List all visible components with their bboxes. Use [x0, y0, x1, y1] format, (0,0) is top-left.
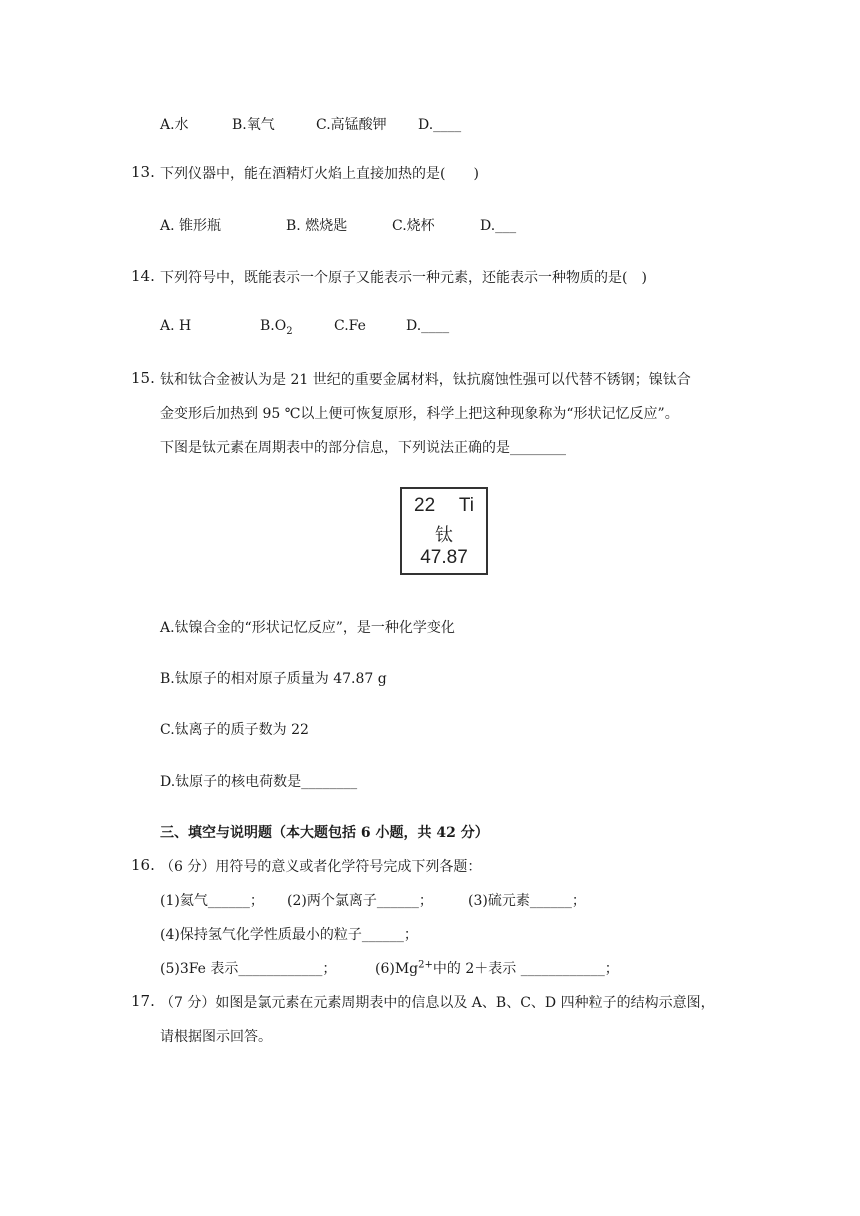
q14-option-b-text: B.O	[260, 318, 287, 334]
q17-line-2: 请根据图示回答。	[160, 1029, 272, 1045]
section-3-title: 三、填空与说明题（本大题包括 6 小题，共 42 分）	[160, 825, 489, 841]
q14-option-d: D.____	[406, 318, 450, 334]
q14-option-a: A. H	[160, 318, 192, 334]
q12-options	[160, 114, 461, 134]
q16-part-1: (1)氦气______；	[160, 893, 264, 909]
q16-part-6-label: (6)Mg	[375, 961, 419, 977]
q16-part-4: (4)保持氢气化学性质最小的粒子______；	[160, 927, 418, 943]
q17-line-1: （7 分）如图是氯元素在元素周期表中的信息以及 A、B、C、D 四种粒子的结构示意图，	[160, 995, 715, 1011]
q12-option-a: A.水	[160, 117, 189, 133]
q16-part-6	[375, 958, 619, 978]
q15-option-c: C.钛离子的质子数为 22	[160, 722, 309, 738]
tile-atomic-number: 22	[414, 495, 436, 516]
q16-part-2: (2)两个氯离子______；	[287, 893, 433, 909]
q16-part-5: (5)3Fe 表示____________；	[160, 961, 337, 977]
q16-stem: （6 分）用符号的意义或者化学符号完成下列各题：	[160, 859, 482, 875]
q13-number: 13.	[131, 163, 155, 181]
q15-option-b: B.钛原子的相对原子质量为 47.87 g	[160, 671, 387, 687]
tile-atomic-mass: 47.87	[420, 547, 468, 568]
q16-number: 16.	[131, 856, 155, 874]
q14-number: 14.	[131, 267, 155, 285]
q15-line-3: 下图是钛元素在周期表中的部分信息，下列说法正确的是________	[160, 440, 566, 456]
q16-part-3: (3)硫元素______；	[468, 893, 586, 909]
periodic-table-tile-titanium	[400, 487, 488, 575]
q12-option-d: D.____	[418, 117, 462, 133]
q15-option-a: A.钛镍合金的“形状记忆反应”，是一种化学变化	[160, 620, 455, 636]
q13-stem: 下列仪器中，能在酒精灯火焰上直接加热的是( )	[160, 166, 479, 182]
q14-option-b	[260, 318, 334, 337]
q12-option-c: C.高锰酸钾	[316, 117, 387, 133]
q13-option-c: C.烧杯	[392, 218, 435, 234]
q15-line-2: 金变形后加热到 95 ℃以上便可恢复原形，科学上把这种现象称为“形状记忆反应”。	[160, 406, 679, 422]
q14-option-c: C.Fe	[334, 318, 366, 334]
q13-options	[160, 215, 516, 235]
q13-option-b: B. 燃烧匙	[286, 218, 348, 234]
q15-line-1: 钛和钛合金被认为是 21 世纪的重要金属材料，钛抗腐蚀性强可以代替不锈钢；镍钛合	[160, 372, 691, 388]
q15-number: 15.	[131, 369, 155, 387]
q16-part-6-text: 中的 2＋表示	[432, 961, 521, 977]
q15-option-d: D.钛原子的核电荷数是________	[160, 774, 358, 790]
q17-number: 17.	[131, 992, 155, 1010]
q14-options	[160, 318, 449, 337]
q13-option-d: D.___	[480, 218, 517, 234]
q13-option-a: A. 锥形瓶	[160, 218, 222, 234]
tile-element-symbol: Ti	[458, 495, 474, 516]
q14-stem: 下列符号中，既能表示一个原子又能表示一种元素，还能表示一种物质的是( )	[160, 270, 647, 286]
tile-element-name: 钛	[435, 525, 453, 546]
q16-part-6-blank: ____________；	[520, 961, 619, 977]
q12-option-b: B.氧气	[232, 117, 275, 133]
q16-part-6-superscript: 2+	[418, 959, 433, 971]
q14-option-b-subscript: 2	[286, 325, 293, 337]
